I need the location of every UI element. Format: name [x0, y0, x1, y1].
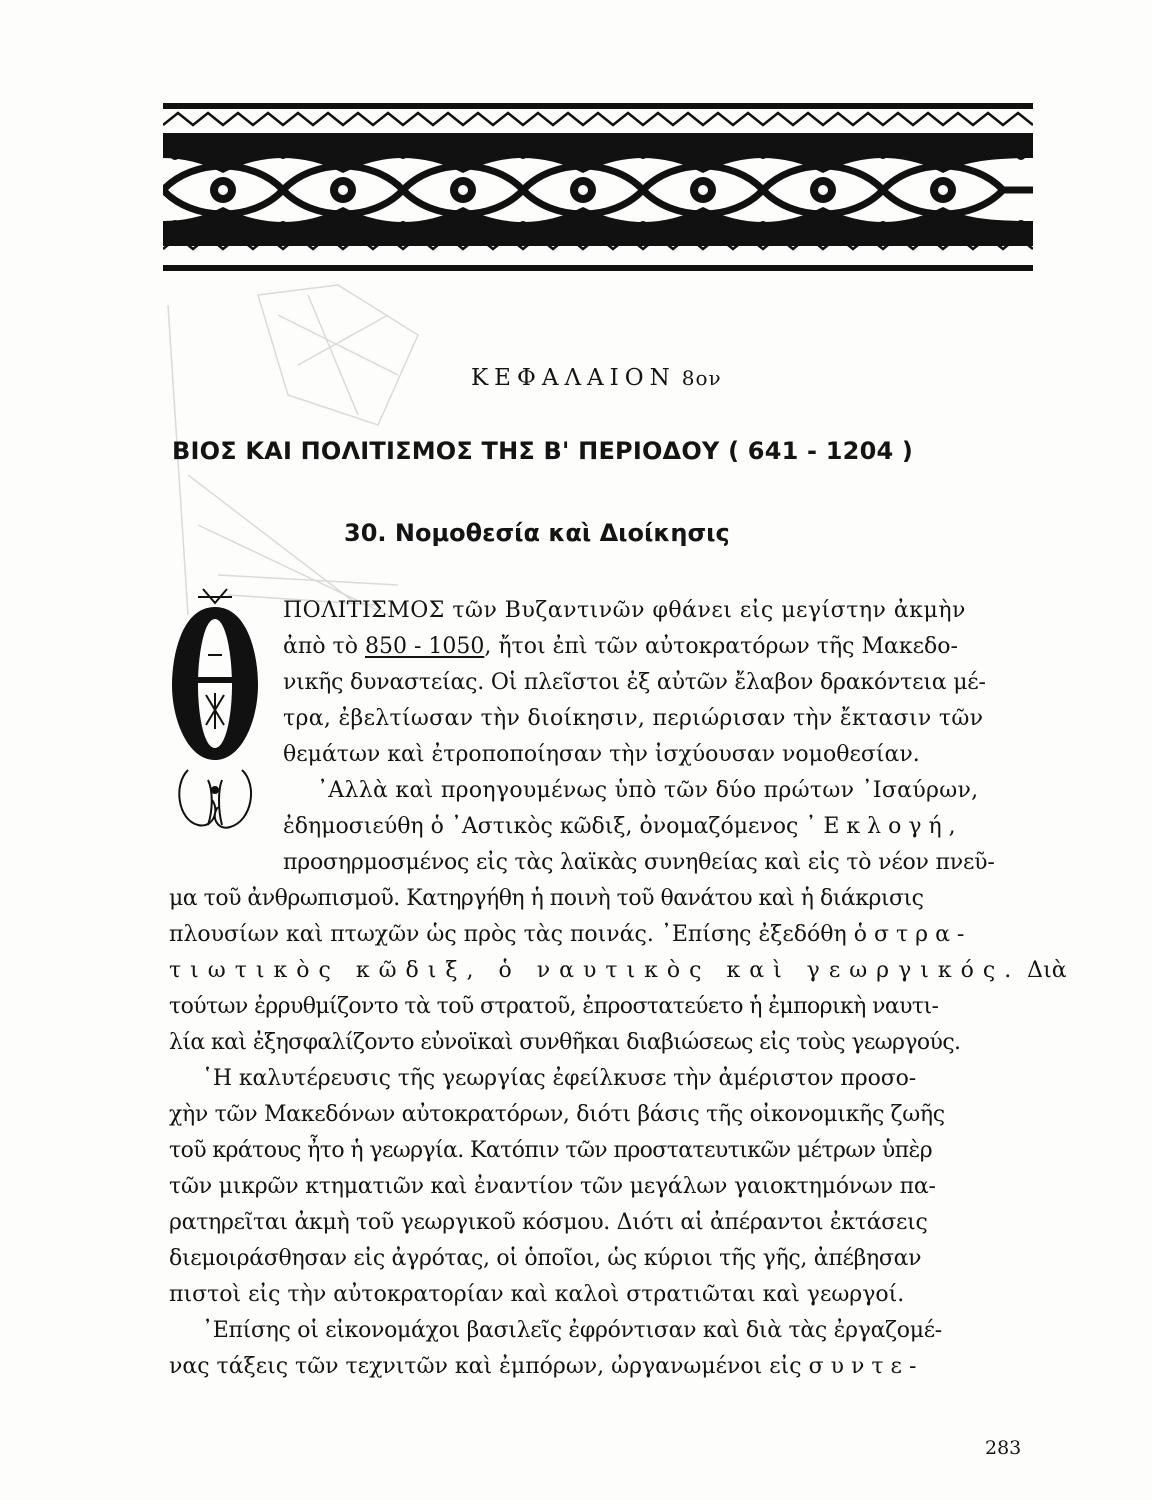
text-line: τοῦ κράτους ἦτο ἡ γεωργία. Κατόπιν τῶν προστατευτικῶν μέτρων ὑπὲρ: [169, 1138, 933, 1163]
text-line: ρατηρεῖται ἀκμὴ τοῦ γεωργικοῦ κόσμου. Διότι αἱ ἀπέραντοι ἐκτάσεις: [169, 1210, 928, 1235]
chapter-heading: [471, 365, 722, 391]
text-line: διεμοιράσθησαν εἰς ἀγρότας, οἱ ὁποῖοι, ὡς κύριοι τῆς γῆς, ἀπέβησαν: [169, 1246, 922, 1271]
page-number: 283: [985, 1437, 1022, 1459]
emphasis-ekloge: ᾿Εκλογή,: [805, 814, 963, 839]
text-line: χὴν τῶν Μακεδόνων αὐτοκρατόρων, διότι βάσις τῆς οἰκονομικῆς ζωῆς: [169, 1102, 945, 1127]
text-line: τῶν μικρῶν κτηματιῶν καὶ ἐναντίον τῶν μεγάλων γαιοκτημόνων πα-: [169, 1174, 936, 1199]
emphasis-codes: τιωτικὸς κῶδιξ, ὁ ναυτικὸς καὶ γεωργικός.: [169, 958, 1021, 983]
text-line: νικῆς δυναστείας. Οἱ πλεῖστοι ἐξ αὐτῶν ἔλαβον δρακόντεια μέ-: [283, 670, 986, 695]
section-heading: 30. Νομοθεσία καὶ Διοίκησις: [344, 519, 730, 547]
text-line: τρα, ἐβελτίωσαν τὴν διοίκησιν, περιώρισαν τὴν ἔκτασιν τῶν: [283, 706, 984, 731]
text-line: ἐδημοσιεύθη ὁ ᾿Αστικὸς κῶδιξ, ὀνομαζόμενος ᾿Εκλογή,: [283, 814, 963, 839]
text-line: ᾿Επίσης οἱ εἰκονομάχοι βασιλεῖς ἐφρόντισαν καὶ διὰ τὰς ἐργαζομέ-: [202, 1318, 942, 1343]
emphasis-syntechnies: συντε-: [808, 1354, 924, 1379]
text-line: πιστοὶ εἰς τὴν αὐτοκρατορίαν καὶ καλοὶ στρατιῶται καὶ γεωργοί.: [169, 1282, 905, 1307]
chapter-ordinal: 8ον: [681, 366, 722, 390]
emphasis-stratiotikos: στρα-: [873, 922, 972, 947]
date-range-underlined: 850 - 1050: [364, 634, 485, 659]
ornamental-drop-cap: [168, 585, 262, 845]
text-line: νας τάξεις τῶν τεχνιτῶν καὶ ἐμπόρων, ὠργανωμένοι εἰς συντε-: [169, 1354, 924, 1379]
text-line: λία καὶ ἐξησφαλίζοντο εὐνοϊκαὶ συνθῆκαι διαβιώσεως εἰς τοὺς γεωργούς.: [169, 1030, 961, 1055]
text-line: μα τοῦ ἀνθρωπισμοῦ. Κατηργήθη ἡ ποινὴ τοῦ θανάτου καὶ ἡ διάκρισις: [169, 886, 924, 911]
text-line: ἀπὸ τὸ 850 - 1050, ἤτοι ἐπὶ τῶν αὐτοκρατόρων τῆς Μακεδο-: [283, 634, 958, 659]
text-line: προσηρμοσμένος εἰς τὰς λαϊκὰς συνηθείας καὶ εἰς τὸ νέον πνεῦ-: [283, 850, 995, 875]
text-line: ΠΟΛΙΤΙΣΜΟΣ τῶν Βυζαντινῶν φθάνει εἰς μεγίστην ἀκμὴν: [283, 598, 966, 623]
chapter-label: ΚΕΦΑΛΑΙΟΝ: [471, 365, 676, 391]
text-line: τούτων ἐρρυθμίζοντο τὰ τοῦ στρατοῦ, ἐπροστατεύετο ἡ ἐμπορικὴ ναυτι-: [169, 994, 939, 1019]
text-line: θεμάτων καὶ ἐτροποποίησαν τὴν ἰσχύουσαν νομοθεσίαν.: [283, 742, 920, 767]
ornamental-border-band: [163, 103, 1033, 271]
text-line: πλουσίων καὶ πτωχῶν ὡς πρὸς τὰς ποινάς. ᾿Επίσης ἐξεδόθη ὁ στρα-: [169, 922, 972, 947]
chapter-title: ΒΙΟΣ ΚΑΙ ΠΟΛΙΤΙΣΜΟΣ ΤΗΣ Β' ΠΕΡΙΟΔΟΥ ( 641 - 1204 ): [172, 437, 914, 465]
text-line: ῾Η καλυτέρευσις τῆς γεωργίας ἐφείλκυσε τὴν ἀμέριστον προσο-: [202, 1066, 917, 1091]
text-line: τιωτικὸς κῶδιξ, ὁ ναυτικὸς καὶ γεωργικός. Διὰ: [169, 958, 1067, 983]
text-line: ᾿Αλλὰ καὶ προηγουμένως ὑπὸ τῶν δύο πρώτων ᾿Ισαύρων,: [317, 778, 979, 803]
